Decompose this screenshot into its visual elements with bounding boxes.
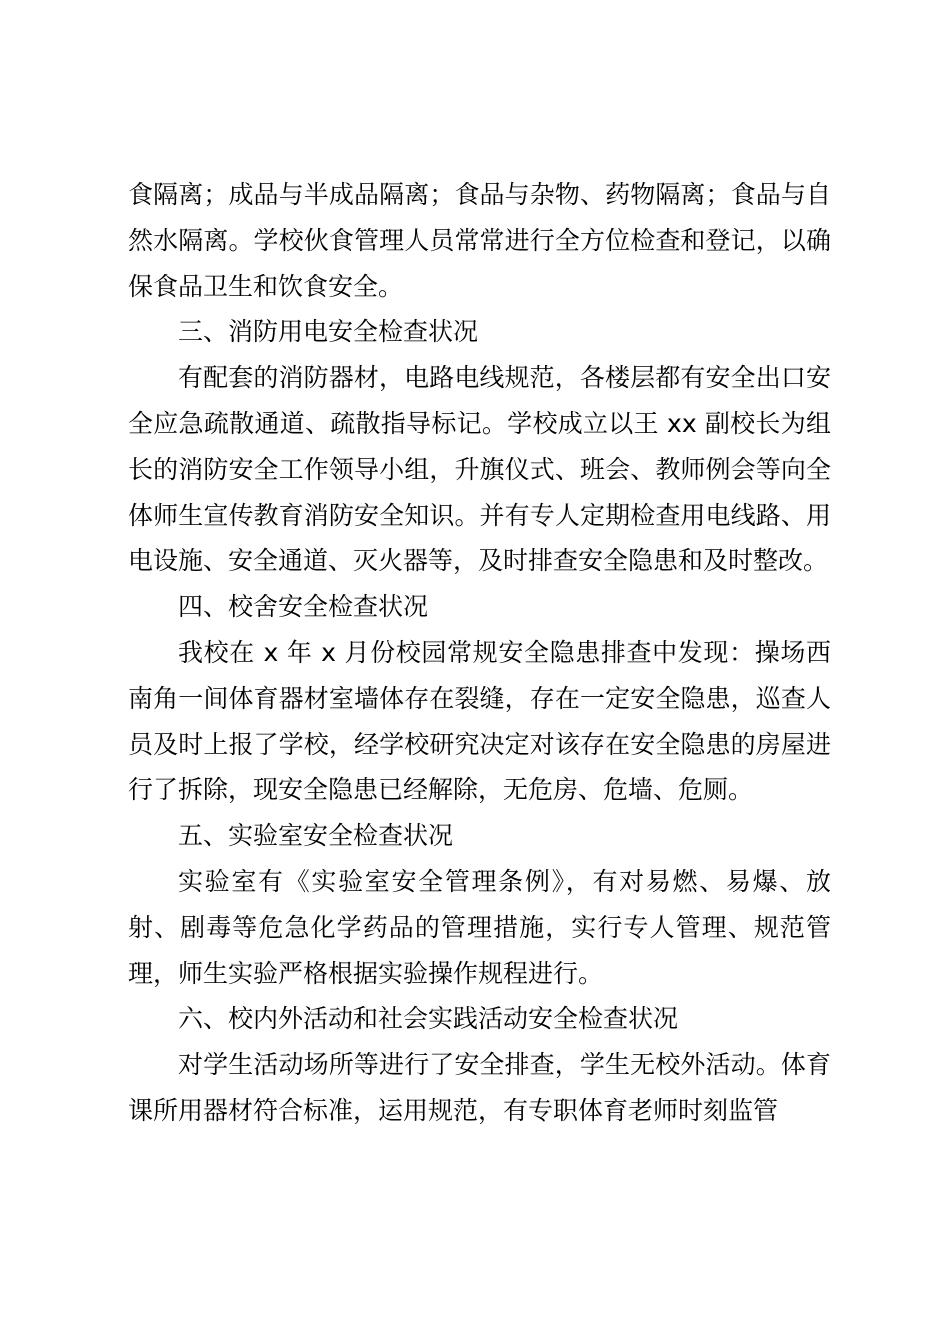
section-heading-laboratory: 五、实验室安全检查状况 bbox=[178, 821, 454, 851]
paragraph-food-safety-continued: 食隔离；成品与半成品隔离；食品与杂物、药物隔离；食品与自然水隔离。学校伙食管理人员常常进行全方位检查和登记，以确保食品卫生和饮食安全。 bbox=[128, 180, 831, 301]
paragraph-school-buildings: 我校在 x 年 x 月份校园常规安全隐患排查中发现：操场西南角一间体育器材室墙体存在裂缝，存在一定安全隐患，巡查人员及时上报了学校，经学校研究决定对该存在安全隐患的房屋进行了拆除，现安全隐患已经解除，无危房、危墙、危厕。 bbox=[128, 637, 831, 805]
section-heading-school-buildings: 四、校舍安全检查状况 bbox=[178, 592, 429, 622]
document-body bbox=[128, 172, 831, 1134]
paragraph-laboratory: 实验室有《实验室安全管理条例》，有对易燃、易爆、放射、剧毒等危急化学药品的管理措施，实行专人管理、规范管理，师生实验严格根据实验操作规程进行。 bbox=[128, 866, 831, 988]
section-heading-fire-electric: 三、消防用电安全检查状况 bbox=[178, 317, 479, 347]
paragraph-activities: 对学生活动场所等进行了安全排查，学生无校外活动。体育课所用器材符合标准，运用规范，有专职体育老师时刻监管 bbox=[128, 1050, 831, 1125]
section-heading-activities: 六、校内外活动和社会实践活动安全检查状况 bbox=[178, 1004, 679, 1034]
paragraph-fire-electric: 有配套的消防器材，电路电线规范，各楼层都有安全出口安全应急疏散通道、疏散指导标记。学校成立以王 xx 副校长为组长的消防安全工作领导小组，升旗仪式、班会、教师例会等向全体师生宣传教育消防安全知识。并有专人定期检查用电线路、用电设施、安全通道、灭火器等，及时排查安全隐患和及时整改。 bbox=[128, 363, 831, 576]
